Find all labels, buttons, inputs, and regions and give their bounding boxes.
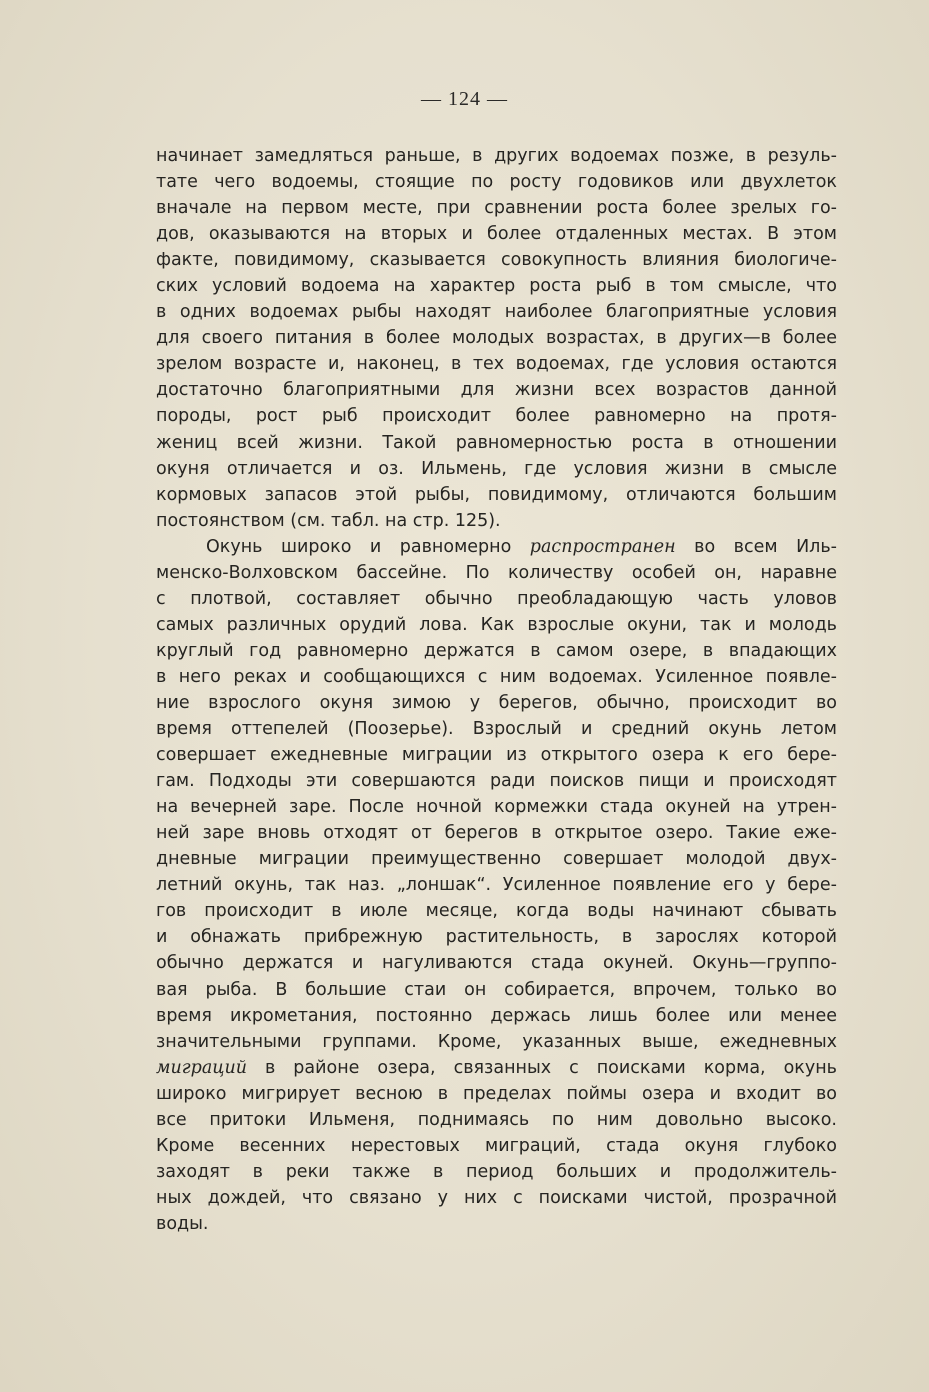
text-line — [156, 1081, 837, 1107]
text-segment: тате чего водоемы, стоящие по росту годовиков или двухлеток — [156, 172, 837, 193]
text-line — [156, 195, 837, 221]
text-segment: постоянством (см. табл. на стр. 125). — [156, 510, 501, 531]
text-line — [156, 1055, 837, 1081]
text-segment: кормовых запасов этой рыбы, повидимому, отличаются большим — [156, 484, 837, 505]
text-segment: заходят в реки также в период больших и продолжитель- — [156, 1161, 837, 1182]
text-segment: гов происходит в июле месяце, когда воды начинают сбывать — [156, 901, 837, 922]
text-line — [156, 1003, 837, 1029]
text-line — [156, 742, 837, 768]
text-segment: в одних водоемах рыбы находят наиболее благоприятные условия — [156, 302, 837, 323]
text-segment: самых различных орудий лова. Как взрослые окуни, так и молодь — [156, 614, 837, 635]
text-segment: ние взрослого окуня зимою у берегов, обычно, происходит во — [156, 692, 837, 713]
text-line — [156, 456, 837, 482]
text-line — [156, 638, 837, 664]
text-line — [156, 690, 837, 716]
text-line — [156, 247, 837, 273]
text-line — [156, 898, 837, 924]
text-line — [156, 508, 837, 534]
text-segment: на вечерней заре. После ночной кормежки стада окуней на утрен- — [156, 797, 837, 818]
text-segment: ных дождей, что связано у них с поисками чистой, прозрачной — [156, 1187, 837, 1208]
text-segment: во всем Иль- — [675, 536, 837, 557]
text-segment: достаточно благоприятными для жизни всех возрастов данной — [156, 380, 837, 401]
text-line — [156, 872, 837, 898]
text-segment: породы, рост рыб происходит более равномерно на протя- — [156, 406, 837, 427]
text-line — [156, 1159, 837, 1185]
text-line — [156, 977, 837, 1003]
text-segment: все притоки Ильменя, поднимаясь по ним довольно высоко. — [156, 1109, 837, 1130]
text-segment: Окунь широко и равномерно — [206, 536, 530, 557]
text-line — [156, 221, 837, 247]
text-segment: круглый год равномерно держатся в самом озере, в впадающих — [156, 640, 837, 661]
text-line — [156, 325, 837, 351]
text-segment: обычно держатся и нагуливаются стада окуней. Окунь—группо- — [156, 953, 837, 974]
text-line — [156, 820, 837, 846]
text-line — [156, 482, 837, 508]
text-line — [156, 612, 837, 638]
text-segment: в районе озера, связанных с поисками корма, окунь — [247, 1057, 837, 1078]
page-number: — 124 — — [421, 88, 508, 110]
text-segment: дневные миграции преимущественно совершает молодой двух- — [156, 849, 837, 870]
text-line — [156, 534, 837, 560]
italic-term: миграций — [156, 1057, 248, 1078]
text-line — [156, 794, 837, 820]
text-line — [156, 273, 837, 299]
text-line — [156, 299, 837, 325]
text-line — [156, 351, 837, 377]
text-segment: ских условий водоема на характер роста рыб в том смысле, что — [156, 276, 837, 297]
text-line — [156, 1029, 837, 1055]
text-segment: значительными группами. Кроме, указанных выше, ежедневных — [156, 1031, 837, 1052]
text-line — [156, 768, 837, 794]
text-line — [156, 1211, 837, 1237]
text-segment: для своего питания в более молодых возрастах, в других—в более — [156, 328, 837, 349]
text-segment: совершает ежедневные миграции из открытого озера к его бере- — [156, 745, 837, 766]
text-segment: дов, оказываются на вторых и более отдаленных местах. В этом — [156, 224, 837, 245]
text-line — [156, 924, 837, 950]
italic-term: распространен — [529, 536, 676, 557]
text-line — [156, 403, 837, 429]
text-line — [156, 430, 837, 456]
text-line — [156, 664, 837, 690]
text-segment: начинает замедляться раньше, в других водоемах позже, в резуль- — [156, 146, 837, 166]
text-segment: в него реках и сообщающихся с ним водоемах. Усиленное появле- — [156, 666, 837, 687]
text-segment: зрелом возрасте и, наконец, в тех водоемах, где условия остаются — [156, 354, 837, 375]
text-segment: воды. — [156, 1213, 209, 1234]
text-segment: широко мигрирует весною в пределах поймы озера и входит во — [156, 1083, 837, 1104]
text-line — [156, 846, 837, 872]
text-segment: менско-Волховском бассейне. По количеству особей он, наравне — [156, 562, 837, 583]
text-segment: вначале на первом месте, при сравнении роста более зрелых го- — [156, 198, 837, 219]
text-line — [156, 950, 837, 976]
text-line — [156, 1185, 837, 1211]
text-segment: время икрометания, постоянно держась лишь более или менее — [156, 1005, 837, 1026]
text-line — [156, 716, 837, 742]
text-segment: гам. Подходы эти совершаются ради поисков пищи и происходят — [156, 771, 837, 792]
text-segment: и обнажать прибрежную растительность, в зарослях которой — [156, 927, 837, 948]
body-text — [156, 143, 837, 1237]
text-line — [156, 169, 837, 195]
text-line — [156, 1107, 837, 1133]
text-segment: время оттепелей (Поозерье). Взрослый и средний окунь летом — [156, 719, 837, 740]
text-segment: жениц всей жизни. Такой равномерностью роста в отношении — [156, 432, 837, 453]
text-segment: летний окунь, так наз. „лоншак“. Усиленное появление его у бере- — [156, 875, 837, 896]
text-segment: Кроме весенних нерестовых миграций, стада окуня глубоко — [156, 1135, 837, 1156]
text-line — [156, 143, 837, 169]
text-line — [156, 560, 837, 586]
text-segment: с плотвой, составляет обычно преобладающую часть уловов — [156, 588, 837, 609]
text-segment: факте, повидимому, сказывается совокупность влияния биологиче- — [156, 250, 837, 271]
text-segment: вая рыба. В большие стаи он собирается, впрочем, только во — [156, 979, 837, 1000]
text-line — [156, 1133, 837, 1159]
text-line — [156, 377, 837, 403]
text-line — [156, 586, 837, 612]
text-segment: окуня отличается и оз. Ильмень, где условия жизни в смысле — [156, 458, 837, 479]
text-segment: ней заре вновь отходят от берегов в открытое озеро. Такие еже- — [156, 823, 837, 844]
